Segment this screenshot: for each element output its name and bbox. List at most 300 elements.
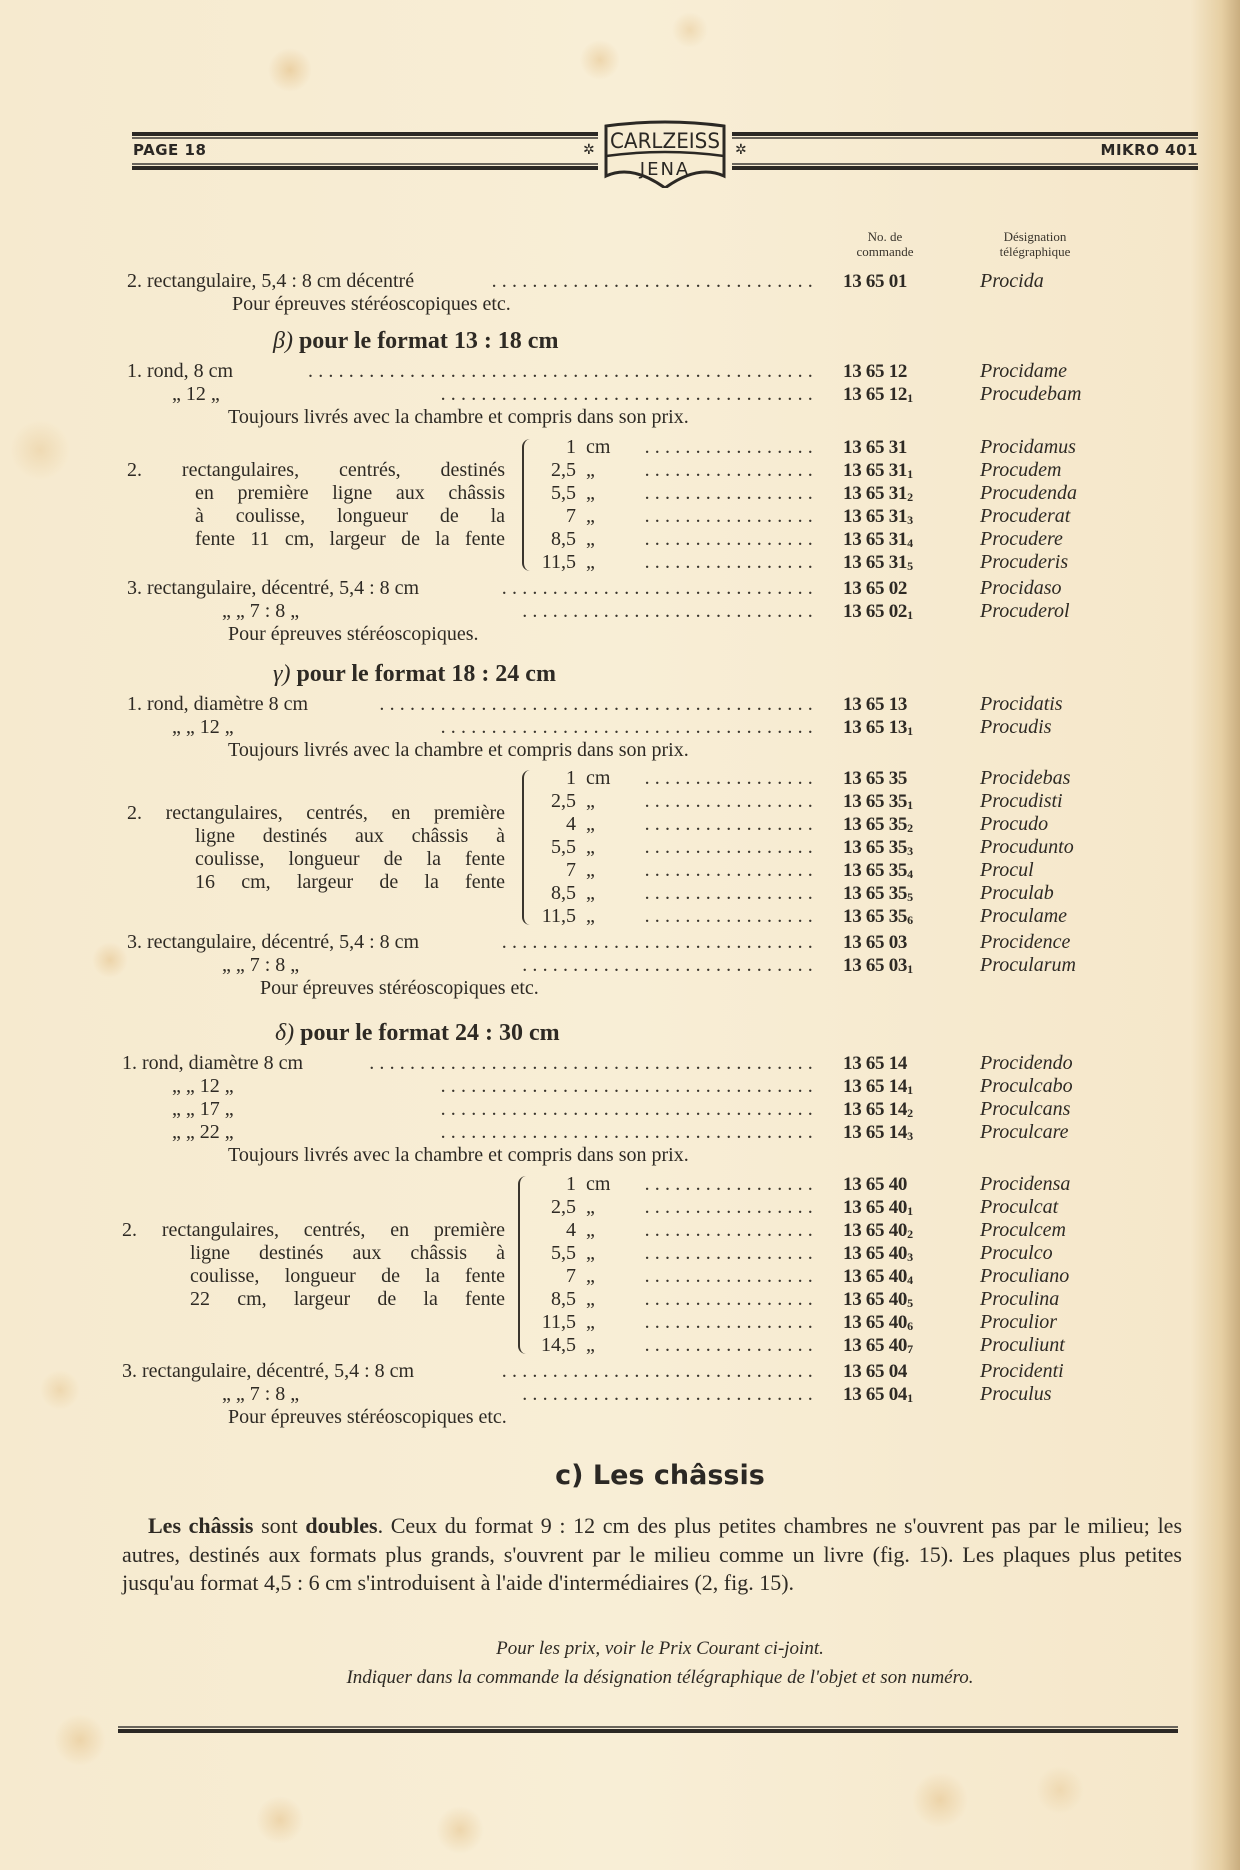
catalog-item-row <box>0 931 1240 954</box>
column-header-order-number-line2: commande <box>856 244 914 259</box>
order-number <box>843 577 907 600</box>
column-header-designation-line1: Désignation <box>1003 229 1067 244</box>
catalog-item-row <box>0 459 1240 482</box>
order-number <box>843 931 907 954</box>
order-number-suffix: 4 <box>907 536 913 550</box>
order-number <box>843 1052 907 1075</box>
catalog-item-row <box>0 905 1240 928</box>
catalog-item-row <box>0 1121 1240 1144</box>
dot-leader: ............................. <box>522 954 818 976</box>
catalog-item-row <box>0 882 1240 905</box>
item-description: 1. rond, diamètre 8 cm <box>127 693 309 715</box>
dot-leader: ................. <box>644 1196 818 1218</box>
order-number-main: 13 65 35 <box>843 860 908 881</box>
slit-unit: cm <box>586 1173 611 1195</box>
order-number-main: 13 65 03 <box>843 932 908 953</box>
chassis-paragraph <box>122 1512 1182 1598</box>
catalog-item-row <box>0 1383 1240 1406</box>
slit-unit: „ <box>586 1242 595 1264</box>
item-description: „ „ 17 „ <box>172 1098 234 1120</box>
telegraphic-code: Proculiano <box>980 1265 1070 1287</box>
order-number-main: 13 65 40 <box>843 1312 908 1333</box>
slit-width: 4 <box>566 1219 576 1241</box>
order-number <box>843 383 913 410</box>
dot-leader: ................. <box>644 836 818 858</box>
logo-line2: JENA <box>639 159 691 180</box>
catalog-item-row <box>0 1075 1240 1098</box>
slit-unit: „ <box>586 1311 595 1333</box>
header-rule-bottom-left <box>132 163 598 170</box>
catalog-item-row <box>0 1334 1240 1357</box>
order-number-main: 13 65 40 <box>843 1220 908 1241</box>
dot-leader: ............................................ <box>369 1052 818 1074</box>
telegraphic-code: Procudo <box>980 813 1049 835</box>
order-number-main: 13 65 01 <box>843 271 908 292</box>
order-number-main: 13 65 35 <box>843 791 908 812</box>
order-number-main: 13 65 40 <box>843 1266 908 1287</box>
catalog-item-row <box>0 505 1240 528</box>
order-number-suffix: 3 <box>907 844 913 858</box>
order-number-main: 13 65 31 <box>843 460 908 481</box>
catalog-item-row <box>0 436 1240 459</box>
included-note: Toujours livrés avec la chambre et compris dans son prix. <box>228 739 689 761</box>
order-number-main: 13 65 31 <box>843 506 908 527</box>
order-number-main: 13 65 40 <box>843 1243 908 1264</box>
item-description: „ „ 12 „ <box>172 1075 234 1097</box>
included-note: Toujours livrés avec la chambre et compris dans son prix. <box>228 1144 689 1166</box>
slit-width: 7 <box>566 1265 576 1287</box>
order-number-suffix: 2 <box>907 1106 913 1120</box>
slit-width: 5,5 <box>551 482 576 504</box>
catalog-item-row <box>0 836 1240 859</box>
chassis-bold-term: doubles <box>305 1513 378 1538</box>
slit-unit: cm <box>586 767 611 789</box>
dot-leader: ............................. <box>522 600 818 622</box>
stereo-note: Pour épreuves stéréoscopiques. <box>228 623 479 645</box>
dot-leader: ............................... <box>501 577 818 599</box>
dot-leader: ............................... <box>501 931 818 953</box>
telegraphic-code: Procudis <box>980 716 1052 738</box>
telegraphic-code: Proculab <box>980 882 1054 904</box>
slit-width: 1 <box>566 436 576 458</box>
order-number-main: 13 65 31 <box>843 483 908 504</box>
stereo-note: Pour épreuves stéréoscopiques etc. <box>232 293 511 315</box>
slit-unit: „ <box>586 1219 595 1241</box>
order-number-suffix: 1 <box>907 962 913 976</box>
telegraphic-code: Procidence <box>980 931 1071 953</box>
order-number-main: 13 65 13 <box>843 717 908 738</box>
item-description: 3. rectangulaire, décentré, 5,4 : 8 cm <box>127 931 420 953</box>
dot-leader: ................. <box>644 1311 818 1333</box>
catalog-item-row <box>0 1288 1240 1311</box>
item-description: „ „ 7 : 8 „ <box>222 1383 300 1405</box>
slit-unit: „ <box>586 1196 595 1218</box>
telegraphic-code: Procuderol <box>980 600 1070 622</box>
rect-description-line: en première ligne aux châssis <box>195 482 505 504</box>
slit-width: 2,5 <box>551 790 576 812</box>
catalog-item-row <box>0 528 1240 551</box>
catalog-item-row <box>0 693 1240 716</box>
rect-description-line: 2. rectangulaires, centrés, en première <box>122 1219 505 1241</box>
order-number-main: 13 65 31 <box>843 529 908 550</box>
catalog-item-row <box>0 1173 1240 1196</box>
order-number-suffix: 6 <box>907 1319 913 1333</box>
telegraphic-code: Proculus <box>980 1383 1052 1405</box>
order-number <box>843 270 907 293</box>
order-number-suffix: 1 <box>907 798 913 812</box>
order-number-suffix: 4 <box>907 867 913 881</box>
item-description: „ 12 „ <box>172 383 220 405</box>
order-number-suffix: 1 <box>907 608 913 622</box>
dot-leader: ........................................... <box>379 693 818 715</box>
dot-leader: ................. <box>644 1173 818 1195</box>
item-description: 3. rectangulaire, décentré, 5,4 : 8 cm <box>122 1360 415 1382</box>
order-number-suffix: 2 <box>907 490 913 504</box>
slit-unit: „ <box>586 1334 595 1356</box>
dot-leader: ................. <box>644 436 818 458</box>
telegraphic-code: Proculcans <box>980 1098 1071 1120</box>
order-number-suffix: 2 <box>907 821 913 835</box>
telegraphic-code: Procidensa <box>980 1173 1071 1195</box>
dot-leader: ................................ <box>491 270 818 292</box>
section-greek-letter: δ) <box>275 1020 295 1046</box>
dot-leader: ................. <box>644 528 818 550</box>
order-number-suffix: 3 <box>907 1129 913 1143</box>
catalog-item-row <box>0 383 1240 406</box>
slit-width: 4 <box>566 813 576 835</box>
rect-description-line: 2. rectangulaires, centrés, en première <box>127 802 505 824</box>
order-number-main: 13 65 31 <box>843 437 908 458</box>
slit-unit: „ <box>586 836 595 858</box>
slit-width: 8,5 <box>551 1288 576 1310</box>
order-number-suffix: 1 <box>907 1083 913 1097</box>
dot-leader: ..................................... <box>440 1098 818 1120</box>
order-number <box>843 905 913 932</box>
dot-leader: ................. <box>644 1288 818 1310</box>
dot-leader: ..................................... <box>440 1075 818 1097</box>
slit-unit: „ <box>586 528 595 550</box>
order-number-main: 13 65 35 <box>843 837 908 858</box>
slit-unit: „ <box>586 882 595 904</box>
telegraphic-code: Procul <box>980 859 1034 881</box>
slit-width: 2,5 <box>551 1196 576 1218</box>
dot-leader: ..................................... <box>440 383 818 405</box>
telegraphic-code: Procidaso <box>980 577 1062 599</box>
catalog-item-row <box>0 482 1240 505</box>
slit-unit: „ <box>586 905 595 927</box>
telegraphic-code: Proculco <box>980 1242 1053 1264</box>
order-number-main: 13 65 14 <box>843 1076 908 1097</box>
order-number-suffix: 6 <box>907 913 913 927</box>
slit-width: 11,5 <box>541 551 576 573</box>
column-header-order-number-line1: No. de <box>867 229 903 244</box>
order-number-suffix: 2 <box>907 1227 913 1241</box>
section-title: pour le format 13 : 18 cm <box>298 328 559 354</box>
section-title-chassis: c) Les châssis <box>555 1460 765 1491</box>
rect-description-line: coulisse, longueur de la fente <box>190 1265 505 1287</box>
dot-leader: ................. <box>644 1242 818 1264</box>
catalog-item-row <box>0 577 1240 600</box>
order-number-main: 13 65 35 <box>843 814 908 835</box>
dot-leader: ............................... <box>501 1360 818 1382</box>
telegraphic-code: Procudere <box>980 528 1063 550</box>
item-description: 3. rectangulaire, décentré, 5,4 : 8 cm <box>127 577 420 599</box>
dot-leader: ..................................... <box>440 1121 818 1143</box>
chassis-bold-term: Les châssis <box>148 1513 254 1538</box>
order-number-main: 13 65 40 <box>843 1174 908 1195</box>
order-number-suffix: 1 <box>907 1391 913 1405</box>
section-greek-letter: γ) <box>273 661 291 687</box>
telegraphic-code: Proculina <box>980 1288 1060 1310</box>
order-number-main: 13 65 35 <box>843 906 908 927</box>
telegraphic-code: Procuderis <box>980 551 1069 573</box>
telegraphic-code: Proculcabo <box>980 1075 1073 1097</box>
section-title: pour le format 24 : 30 cm <box>300 1020 560 1046</box>
order-number-suffix: 3 <box>907 513 913 527</box>
dot-leader: .................................................. <box>308 360 818 382</box>
telegraphic-code: Procudenda <box>980 482 1078 504</box>
rect-description-line: ligne destinés aux châssis à <box>190 1242 505 1264</box>
order-number-main: 13 65 40 <box>843 1197 908 1218</box>
telegraphic-code: Procidatis <box>980 693 1063 715</box>
catalog-item-row <box>0 859 1240 882</box>
order-number <box>843 767 907 790</box>
telegraphic-code: Procudisti <box>980 790 1063 812</box>
slit-unit: „ <box>586 1288 595 1310</box>
catalog-item-row <box>0 954 1240 977</box>
star-ornament-icon: ✲ <box>735 142 747 158</box>
telegraphic-code: Procudem <box>980 459 1062 481</box>
slit-unit: „ <box>586 859 595 881</box>
slit-width: 7 <box>566 859 576 881</box>
dot-leader: ................. <box>644 882 818 904</box>
telegraphic-code: Proculior <box>980 1311 1058 1333</box>
dot-leader: ................. <box>644 482 818 504</box>
catalog-item-row <box>0 1360 1240 1383</box>
item-description: „ „ 7 : 8 „ <box>222 600 300 622</box>
slit-unit: „ <box>586 1265 595 1287</box>
order-number-suffix: 5 <box>907 1296 913 1310</box>
chassis-text: . Ceux du format 9 : 12 cm des plus petites chambres ne s'ouvrent pas par le milieu; les autres, destinés aux formats plus grands, s'ouvrent par le milieu comme un livre (fig. 15). Les plaques plus petites jusqu'au format 4,5 : 6 cm s'introduisent à l'aide d'intermédiaires (2, fig. 15). <box>122 1513 1183 1595</box>
page-number: PAGE 18 <box>133 141 207 159</box>
slit-unit: „ <box>586 813 595 835</box>
telegraphic-code: Procudebam <box>980 383 1082 405</box>
order-number-suffix: 1 <box>907 724 913 738</box>
dot-leader: ................. <box>644 459 818 481</box>
rect-description-line: 2. rectangulaires, centrés, destinés <box>127 459 505 481</box>
telegraphic-code: Procida <box>980 270 1044 292</box>
logo-line1: CARLZEISS <box>610 129 720 153</box>
order-number <box>843 1334 913 1361</box>
dot-leader: ................. <box>644 790 818 812</box>
section-heading <box>273 327 558 355</box>
telegraphic-code: Procidenti <box>980 1360 1064 1382</box>
telegraphic-code: Procudunto <box>980 836 1074 858</box>
catalog-item-row <box>0 1311 1240 1334</box>
order-number-main: 13 65 35 <box>843 883 908 904</box>
order-number-main: 13 65 04 <box>843 1361 908 1382</box>
telegraphic-code: Procularum <box>980 954 1076 976</box>
dot-leader: ................. <box>644 767 818 789</box>
item-description: „ „ 22 „ <box>172 1121 234 1143</box>
catalog-item-row <box>0 1052 1240 1075</box>
dot-leader: ................. <box>644 813 818 835</box>
catalog-item-row <box>0 1098 1240 1121</box>
order-number-suffix: 7 <box>907 1342 913 1356</box>
item-description: 1. rond, 8 cm <box>127 360 234 382</box>
order-number-suffix: 3 <box>907 1250 913 1264</box>
order-number-suffix: 1 <box>907 467 913 481</box>
item-description: „ „ 12 „ <box>172 716 234 738</box>
dot-leader: ................. <box>644 1265 818 1287</box>
order-number-suffix: 1 <box>907 391 913 405</box>
telegraphic-code: Proculiunt <box>980 1334 1065 1356</box>
slit-width: 2,5 <box>551 459 576 481</box>
dot-leader: ............................. <box>522 1383 818 1405</box>
rect-description-line: à coulisse, longueur de la <box>195 505 505 527</box>
section-heading <box>273 660 556 688</box>
slit-unit: „ <box>586 482 595 504</box>
item-description: „ „ 7 : 8 „ <box>222 954 300 976</box>
order-number <box>843 1360 907 1383</box>
telegraphic-code: Procuderat <box>980 505 1071 527</box>
catalog-item-row <box>0 716 1240 739</box>
slit-unit: cm <box>586 436 611 458</box>
header-rule-bottom-right <box>732 163 1198 170</box>
order-number-suffix: 4 <box>907 1273 913 1287</box>
order-number-main: 13 65 03 <box>843 955 908 976</box>
order-number-main: 13 65 12 <box>843 384 908 405</box>
order-number-main: 13 65 13 <box>843 694 908 715</box>
column-header-order-number <box>835 229 935 259</box>
slit-width: 1 <box>566 767 576 789</box>
catalog-item-row <box>0 790 1240 813</box>
order-number <box>843 436 907 459</box>
catalog-item-row <box>0 767 1240 790</box>
order-number <box>843 716 913 743</box>
telegraphic-code: Procidamus <box>980 436 1076 458</box>
slit-width: 5,5 <box>551 1242 576 1264</box>
section-title: pour le format 18 : 24 cm <box>296 661 556 687</box>
slit-unit: „ <box>586 505 595 527</box>
dot-leader: ................. <box>644 551 818 573</box>
telegraphic-code: Proculcat <box>980 1196 1059 1218</box>
rect-description-line: 16 cm, largeur de la fente <box>195 871 505 893</box>
rect-description-line: coulisse, longueur de la fente <box>195 848 505 870</box>
catalog-item-row <box>0 270 1240 293</box>
slit-unit: „ <box>586 790 595 812</box>
slit-unit: „ <box>586 551 595 573</box>
section-greek-letter: β) <box>273 328 293 354</box>
rect-description-line: fente 11 cm, largeur de la fente <box>195 528 505 550</box>
telegraphic-code: Procidame <box>980 360 1068 382</box>
header-rule-top-right <box>732 132 1198 139</box>
column-header-designation <box>970 229 1100 259</box>
catalog-item-row <box>0 551 1240 574</box>
order-number-main: 13 65 02 <box>843 601 908 622</box>
order-number-main: 13 65 40 <box>843 1289 908 1310</box>
order-number <box>843 1173 907 1196</box>
telegraphic-code: Procidendo <box>980 1052 1073 1074</box>
catalog-item-row <box>0 1265 1240 1288</box>
item-description: 2. rectangulaire, 5,4 : 8 cm décentré <box>127 270 415 292</box>
slit-width: 5,5 <box>551 836 576 858</box>
carl-zeiss-jena-logo <box>598 120 732 188</box>
dot-leader: ..................................... <box>440 716 818 738</box>
dot-leader: ................. <box>644 1334 818 1356</box>
order-number-main: 13 65 02 <box>843 578 908 599</box>
order-number <box>843 551 913 578</box>
order-number <box>843 1121 913 1148</box>
dot-leader: ................. <box>644 905 818 927</box>
order-instruction-note: Indiquer dans la commande la désignation télégraphique de l'objet et son numéro. <box>346 1667 974 1688</box>
order-number-main: 13 65 14 <box>843 1099 908 1120</box>
order-number <box>843 600 913 627</box>
telegraphic-code: Proculcem <box>980 1219 1066 1241</box>
telegraphic-code: Proculcare <box>980 1121 1069 1143</box>
order-number-suffix: 1 <box>907 1204 913 1218</box>
slit-width: 11,5 <box>541 1311 576 1333</box>
price-note: Pour les prix, voir le Prix Courant ci-joint. <box>496 1638 824 1659</box>
rect-description-line: 22 cm, largeur de la fente <box>190 1288 505 1310</box>
dot-leader: ................. <box>644 505 818 527</box>
order-number-main: 13 65 35 <box>843 768 908 789</box>
rect-description-line: ligne destinés aux châssis à <box>195 825 505 847</box>
order-number <box>843 1383 913 1410</box>
header-rule-top-left <box>132 132 598 139</box>
section-heading <box>275 1019 560 1047</box>
slit-width: 11,5 <box>541 905 576 927</box>
order-number-suffix: 5 <box>907 890 913 904</box>
footer-rule <box>118 1726 1178 1733</box>
dot-leader: ................. <box>644 1219 818 1241</box>
catalog-item-row <box>0 600 1240 623</box>
dot-leader: ................. <box>644 859 818 881</box>
order-number-main: 13 65 14 <box>843 1122 908 1143</box>
slit-width: 1 <box>566 1173 576 1195</box>
catalog-item-row <box>0 360 1240 383</box>
order-number <box>843 693 907 716</box>
order-number-main: 13 65 31 <box>843 552 908 573</box>
slit-width: 8,5 <box>551 882 576 904</box>
column-header-designation-line2: télégraphique <box>999 244 1071 259</box>
stereo-note: Pour épreuves stéréoscopiques etc. <box>260 977 539 999</box>
telegraphic-code: Proculame <box>980 905 1068 927</box>
order-number-suffix: 5 <box>907 559 913 573</box>
catalog-item-row <box>0 813 1240 836</box>
item-description: 1. rond, diamètre 8 cm <box>122 1052 304 1074</box>
slit-width: 7 <box>566 505 576 527</box>
telegraphic-code: Procidebas <box>980 767 1071 789</box>
star-ornament-icon: ✲ <box>583 142 595 158</box>
catalog-item-row <box>0 1219 1240 1242</box>
chassis-text: sont <box>253 1513 306 1538</box>
order-number-main: 13 65 04 <box>843 1384 908 1405</box>
stereo-note: Pour épreuves stéréoscopiques etc. <box>228 1406 507 1428</box>
slit-width: 14,5 <box>541 1334 576 1356</box>
order-number <box>843 954 913 981</box>
slit-width: 8,5 <box>551 528 576 550</box>
order-number-main: 13 65 40 <box>843 1335 908 1356</box>
catalog-item-row <box>0 1196 1240 1219</box>
catalog-item-row <box>0 1242 1240 1265</box>
order-number-main: 13 65 14 <box>843 1053 908 1074</box>
order-number-main: 13 65 12 <box>843 361 908 382</box>
order-number <box>843 360 907 383</box>
slit-unit: „ <box>586 459 595 481</box>
included-note: Toujours livrés avec la chambre et compris dans son prix. <box>228 406 689 428</box>
catalog-reference: MIKRO 401 <box>1100 141 1198 159</box>
